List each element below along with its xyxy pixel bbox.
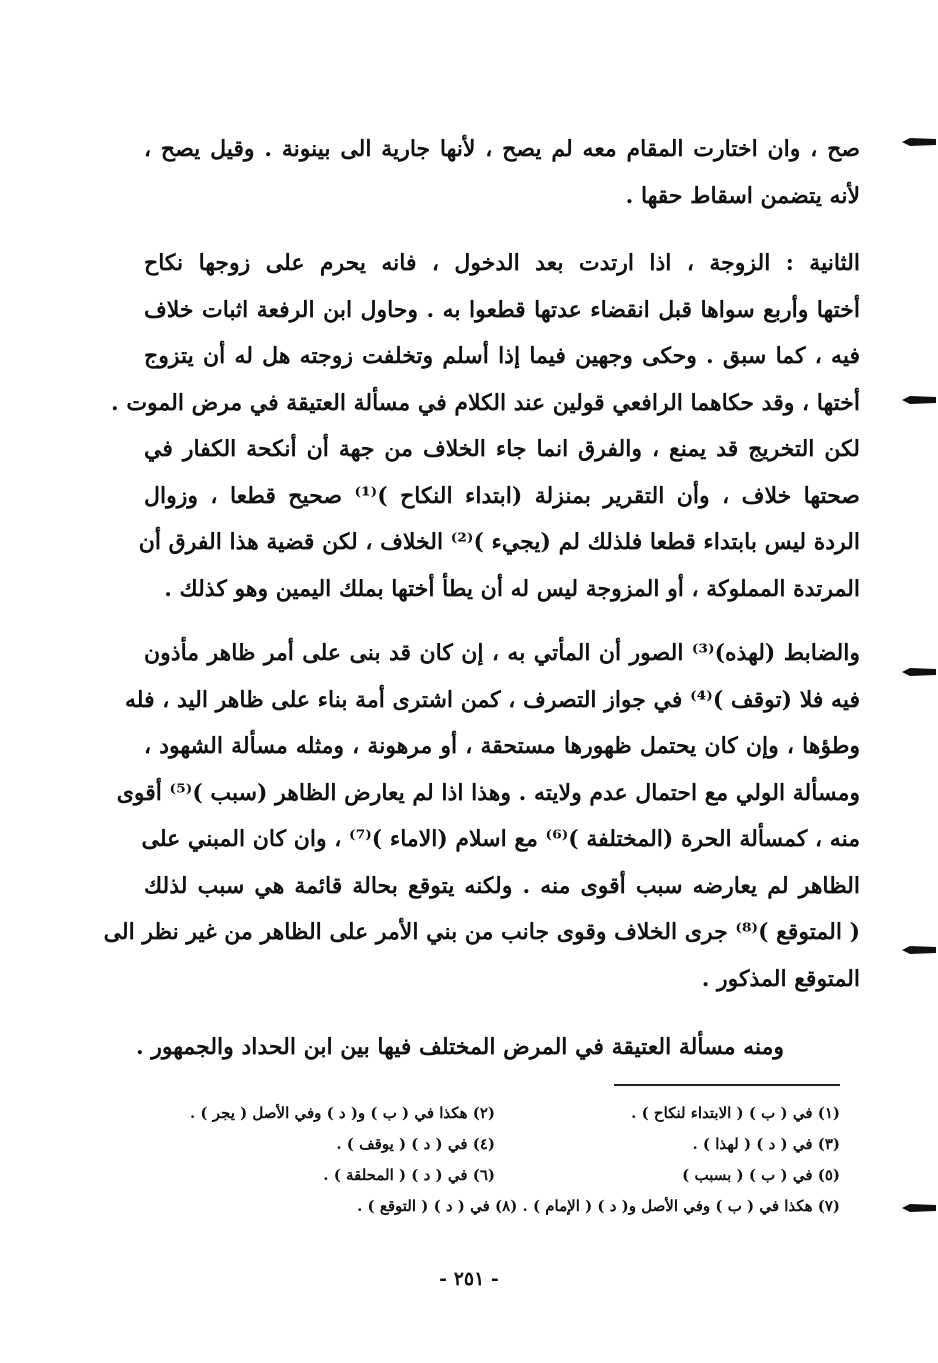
text-line: فيه ، كما سبق . وحكى وجهين فيما إذا أسلم وتخلفت زوجته هل له أن يتزوج (144, 343, 860, 369)
text-line: فيه فلا (توقف )⁽⁴⁾ في جواز التصرف ، كمن اشترى أمة بناء على ظاهر اليد ، فله (124, 686, 860, 713)
footnote-4: (٤) في ( د ) ( يوقف ) . (336, 1135, 495, 1153)
footnote-5: (٥) في ( ب ) ( بسبب ) (682, 1166, 840, 1184)
text-line: لكن التخريج قد يمنع ، والفرق انما جاء الخلاف من جهة أن أنكحة الكفار في (144, 436, 860, 462)
paragraph-2 (111, 240, 860, 612)
paragraph-1 (144, 126, 860, 219)
text-line: المتوقع المذكور . (701, 965, 860, 992)
text-line: الردة ليس بابتداء قطعا فلذلك لم (يجيء )⁽²⁾ الخلاف ، لكن قضية هذا الفرق أن (138, 529, 860, 555)
footnote-2: (٢) هكذا في ( ب ) و( د ) وفي الأصل ( يجر ) . (189, 1104, 495, 1122)
margin-mark-icon (900, 944, 938, 956)
text-line: أختها وأربع سواها قبل انقضاء عدتها قطعوا به . وحاول ابن الرفعة اثبات خلاف (144, 296, 860, 323)
text-line: وطؤها ، وإن كان يحتمل ظهورها مستحقة ، أو مرهونة ، ومثله مسألة الشهود ، (144, 733, 860, 759)
text-line: والضابط (لهذه)⁽³⁾ الصور أن المأتي به ، إن كان قد بنى على أمر ظاهر مأذون (144, 640, 860, 666)
footnote-3: (٣) في ( د ) ( لهذا ) . (692, 1135, 840, 1153)
text-line: ومسألة الولي مع احتمال عدم ولايته . وهذا اذا لم يعارض الظاهر (سبب )⁽⁵⁾ أقوى (116, 779, 860, 806)
text-line: لأنه يتضمن اسقاط حقها . (625, 182, 860, 209)
footnote-6: (٦) في ( د ) ( المحلقة ) . (323, 1166, 495, 1184)
footnote-divider (614, 1084, 840, 1086)
footnote-1: (١) في ( ب ) ( الابتداء لنكاح ) . (631, 1104, 840, 1122)
margin-mark-icon (900, 136, 938, 148)
text-line: أختها ، وقد حكاهما الرافعي قولين عند الكلام في مسألة العتيقة في مرض الموت . (111, 389, 860, 416)
footnote-row (150, 1160, 840, 1191)
paragraph-3 (103, 630, 860, 1002)
footnote-row (150, 1098, 840, 1129)
margin-mark-icon (900, 394, 938, 406)
text-line: منه ، كمسألة الحرة (المختلفة )⁽⁶⁾ مع اسلام (الاماء )⁽⁷⁾ ، وان كان المبني على (141, 826, 860, 852)
page-number: - ٢٥١ - (439, 1268, 499, 1290)
text-line: صح ، وان اختارت المقام معه لم يصح ، لأنها جارية الى بينونة . وقيل يصح ، (144, 136, 860, 162)
paragraph-4: ومنه مسألة العتيقة في المرض المختلف فيها بين ابن الحداد والجمهور . (135, 1034, 784, 1060)
text-line: المرتدة المملوكة ، أو المزوجة ليس له أن يطأ أختها بملك اليمين وهو كذلك . (164, 575, 860, 602)
text-line: الظاهر لم يعارضه سبب أقوى منه . ولكنه يتوقع بحالة قائمة هي سبب لذلك (144, 872, 860, 899)
footnote-row (150, 1129, 840, 1160)
margin-mark-icon (900, 666, 938, 678)
text-line: ( المتوقع )⁽⁸⁾ جرى الخلاف وقوى جانب من بني الأمر على الظاهر من غير نظر الى (103, 919, 860, 945)
text-line: صحتها خلاف ، وأن التقرير بمنزلة (ابتداء النكاح )⁽¹⁾ صحيح قطعا ، وزوال (144, 482, 860, 509)
text-line: الثانية : الزوجة ، اذا ارتدت بعد الدخول ، فانه يحرم على زوجها نكاح (144, 250, 860, 276)
footnote-7-8: (٧) هكذا في ( ب ) وفي الأصل و( د ) ( الإمام ) . (٨) في ( د ) ( التوقع ) . (357, 1197, 840, 1215)
footnotes (150, 1098, 840, 1222)
margin-mark-icon (900, 1202, 938, 1214)
